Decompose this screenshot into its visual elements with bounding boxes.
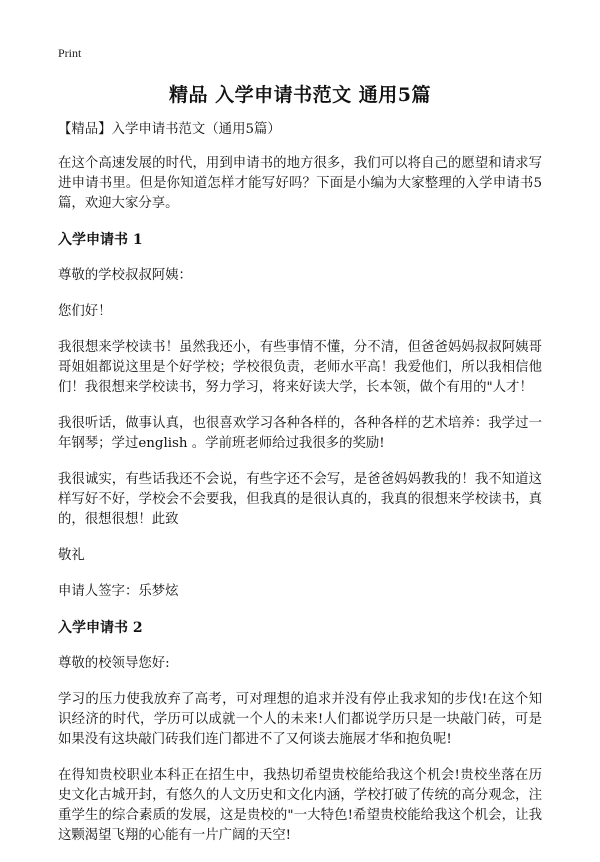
intro-paragraph: 在这个高速发展的时代，用到申请书的地方很多，我们可以将自己的愿望和请求写进申请书里。但是你知道怎样才能写好吗？下面是小编为大家整理的入学申请书5篇，欢迎大家分享。 xyxy=(58,156,542,211)
section2-paragraph-1: 学习的压力使我放弃了高考，可对理想的追求并没有停止我求知的步伐!在这个知识经济的时代，学历可以成就一个人的未来!人们都说学历只是一块敲门砖，可是如果没有这块敲门砖我们连门都进不了又何谈去施展才华和抱负呢! xyxy=(58,692,542,747)
document-subtitle: 【精品】入学申请书范文（通用5篇） xyxy=(58,122,281,137)
print-label: Print xyxy=(58,46,82,60)
section-heading-2: 入学申请书 2 xyxy=(58,620,143,636)
section2-paragraph-2: 在得知贵校职业本科正在招生中，我热切希望贵校能给我这个机会!贵校坐落在历史文化古城开封，有悠久的人文历史和文化内涵，学校打破了传统的高分观念，注重学生的综合素质的发展，这是贵校的"一大特色!希望贵校能给我这个机会，让我这颗渴望飞翔的心能有一片广阔的天空! xyxy=(58,768,542,843)
closing-line: 敬礼 xyxy=(58,548,85,563)
section1-paragraph-3: 我很诚实，有些话我还不会说，有些字还不会写，是爸爸妈妈教我的！我不知道这样写好不好，学校会不会要我，但我真的是很认真的，我真的很想来学校读书，真的，很想很想！此致 xyxy=(58,472,542,527)
section1-paragraph-1: 我很想来学校读书！虽然我还小，有些事情不懂，分不清，但爸爸妈妈叔叔阿姨哥哥姐姐都说这里是个好学校；学校很负责，老师水平高！我爱他们，所以我相信他们！我很想来学校读书，努力学习，将来好读大学，长本领，做个有用的"人才！ xyxy=(58,340,542,395)
document-body xyxy=(58,120,542,862)
signature-line: 申请人签字：乐梦炫 xyxy=(58,584,179,599)
greeting-1: 尊敬的学校叔叔阿姨： xyxy=(58,268,192,283)
section-heading-1: 入学申请书 1 xyxy=(58,232,143,248)
page-title: 精品 入学申请书范文 通用5篇 xyxy=(169,84,431,106)
greeting-2: 尊敬的校领导您好: xyxy=(58,656,170,671)
hello-line: 您们好！ xyxy=(58,304,112,319)
section1-paragraph-2: 我很听话，做事认真，也很喜欢学习各种各样的，各种各样的艺术培养：我学过一年钢琴；学过english 。学前班老师给过我很多的奖励! xyxy=(58,416,542,451)
